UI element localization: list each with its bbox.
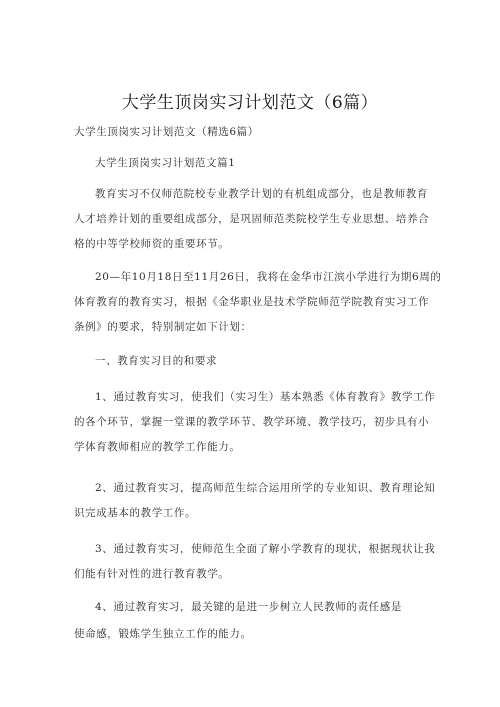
paragraph-line: 格的中等学校师资的重要环节。: [74, 238, 230, 250]
paragraph-line: 3、通过教育实习，使师范生全面了解小学教育的现状，根据现状让我: [95, 543, 436, 555]
section-heading: 大学生顶岗实习计划范文篇1: [95, 157, 236, 169]
paragraph-line: 条例》的要求，特别制定如下计划：: [74, 321, 252, 333]
subsection-heading: 一、教育实习目的和要求: [95, 355, 218, 367]
paragraph-line: 学体育教师相应的教学工作能力。: [74, 441, 241, 453]
paragraph-line: 们能有针对性的进行教育教学。: [74, 568, 230, 580]
paragraph-line: 2、通过教育实习，提高师范生综合运用所学的专业知识、教育理论知: [95, 482, 436, 494]
paragraph-line: 的各个环节，掌握一堂课的教学环节、教学环境、教学技巧，初步具有小: [74, 416, 430, 428]
document-subtitle: 大学生顶岗实习计划范文（精选6篇）: [74, 126, 259, 138]
paragraph-line: 人才培养计划的重要组成部分，是巩固师范类院校学生专业思想、培养合: [74, 213, 430, 225]
paragraph-line: 20—年10月18日至11月26日，我将在金华市江滨小学进行为期6周的: [95, 271, 442, 283]
paragraph-line: 1、通过教育实习，使我们（实习生）基本熟悉《体育教育》教学工作: [95, 391, 436, 403]
paragraph-line: 识完成基本的教学工作。: [74, 507, 197, 519]
document-title: 大学生顶岗实习计划范文（6篇）: [121, 93, 379, 113]
paragraph-line: 教育实习不仅师范院校专业教学计划的有机组成部分，也是教师教育: [95, 188, 428, 200]
paragraph-line: 使命感，锻炼学生独立工作的能力。: [74, 628, 252, 640]
paragraph-line: 4、通过教育实习，最关键的是进一步树立人民教师的责任感是: [95, 601, 402, 613]
paragraph-line: 体育教育的教育实习，根据《金华职业是技术学院师范学院教育实习工作: [74, 296, 430, 308]
